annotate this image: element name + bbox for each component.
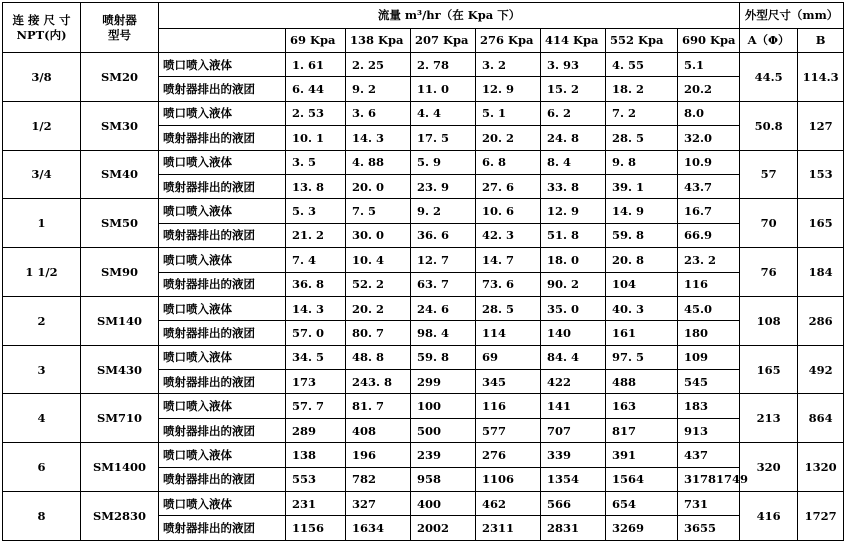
flow-value-cell: 33. 8 xyxy=(541,174,606,198)
dim-b-cell: 1320 xyxy=(798,443,844,492)
dim-a-cell: 165 xyxy=(740,345,798,394)
flow-value-cell: 14. 7 xyxy=(476,248,541,272)
flow-value-cell: 45.0 xyxy=(678,296,740,320)
npt-size-cell: 3/4 xyxy=(3,150,81,199)
flow-type-label: 喷口喷入液体 xyxy=(159,150,286,174)
flow-value-cell: 180 xyxy=(678,321,740,345)
flow-value-cell: 243. 8 xyxy=(346,370,411,394)
model-cell: SM90 xyxy=(81,248,159,297)
flow-value-cell: 3. 2 xyxy=(476,53,541,77)
flow-type-label: 喷口喷入液体 xyxy=(159,296,286,320)
flow-value-cell: 782 xyxy=(346,467,411,491)
flow-value-cell: 48. 8 xyxy=(346,345,411,369)
dim-a-cell: 70 xyxy=(740,199,798,248)
flow-value-cell: 20. 0 xyxy=(346,174,411,198)
npt-size-cell: 1/2 xyxy=(3,101,81,150)
flow-type-label: 喷射器排出的液团 xyxy=(159,174,286,198)
flow-value-cell: 36. 6 xyxy=(411,223,476,247)
flow-value-cell: 2. 53 xyxy=(286,101,346,125)
npt-size-cell: 8 xyxy=(3,492,81,541)
flow-value-cell: 43.7 xyxy=(678,174,740,198)
flow-type-label: 喷口喷入液体 xyxy=(159,443,286,467)
flow-value-cell: 20. 8 xyxy=(606,248,678,272)
flow-value-cell: 98. 4 xyxy=(411,321,476,345)
flow-value-cell: 39. 1 xyxy=(606,174,678,198)
flow-value-cell: 73. 6 xyxy=(476,272,541,296)
flow-value-cell: 3. 5 xyxy=(286,150,346,174)
flow-value-cell: 577 xyxy=(476,418,541,442)
flow-value-cell: 5. 9 xyxy=(411,150,476,174)
flow-value-cell: 462 xyxy=(476,492,541,516)
table-row xyxy=(3,394,844,418)
dim-a-cell: 76 xyxy=(740,248,798,297)
flow-value-cell: 7. 2 xyxy=(606,101,678,125)
table-row xyxy=(3,248,844,272)
flow-value-cell: 116 xyxy=(476,394,541,418)
flow-value-cell: 7. 4 xyxy=(286,248,346,272)
model-cell: SM710 xyxy=(81,394,159,443)
flow-value-cell: 109 xyxy=(678,345,740,369)
flow-value-cell: 1564 xyxy=(606,467,678,491)
flow-value-cell: 52. 2 xyxy=(346,272,411,296)
flow-value-cell: 1. 61 xyxy=(286,53,346,77)
flow-value-cell: 5. 1 xyxy=(476,101,541,125)
flow-value-cell: 183 xyxy=(678,394,740,418)
flow-value-cell: 80. 7 xyxy=(346,321,411,345)
flow-value-cell: 553 xyxy=(286,467,346,491)
flow-value-cell: 400 xyxy=(411,492,476,516)
flow-value-cell: 299 xyxy=(411,370,476,394)
flow-header: 流量 m³/hr（在 Kpa 下） xyxy=(159,3,740,29)
flow-value-cell: 654 xyxy=(606,492,678,516)
dim-a-cell: 57 xyxy=(740,150,798,199)
flow-value-cell: 20. 2 xyxy=(476,126,541,150)
dim-b-cell: 165 xyxy=(798,199,844,248)
flow-value-cell: 6. 44 xyxy=(286,77,346,101)
flow-value-cell: 20. 2 xyxy=(346,296,411,320)
model-cell: SM1400 xyxy=(81,443,159,492)
flow-value-cell: 391 xyxy=(606,443,678,467)
flow-value-cell: 1156 xyxy=(286,516,346,540)
flow-value-cell: 116 xyxy=(678,272,740,296)
flow-value-cell: 3655 xyxy=(678,516,740,540)
table-row xyxy=(3,296,844,320)
dim-a-cell: 320 xyxy=(740,443,798,492)
dim-b-cell: 864 xyxy=(798,394,844,443)
flow-value-cell: 10. 4 xyxy=(346,248,411,272)
flow-value-cell: 66.9 xyxy=(678,223,740,247)
flow-value-cell: 345 xyxy=(476,370,541,394)
flow-value-cell: 488 xyxy=(606,370,678,394)
flow-value-cell: 14. 3 xyxy=(346,126,411,150)
dim-a-cell: 213 xyxy=(740,394,798,443)
dim-b-header: B xyxy=(798,29,844,53)
dim-a-header: A（Φ） xyxy=(740,29,798,53)
flow-value-cell: 34. 5 xyxy=(286,345,346,369)
model-cell: SM30 xyxy=(81,101,159,150)
flow-value-cell: 408 xyxy=(346,418,411,442)
flow-type-label: 喷射器排出的液团 xyxy=(159,77,286,101)
flow-type-label: 喷射器排出的液团 xyxy=(159,223,286,247)
flow-value-cell: 4. 88 xyxy=(346,150,411,174)
flow-value-cell: 31781749 xyxy=(678,467,740,491)
flow-value-cell: 21. 2 xyxy=(286,223,346,247)
flow-value-cell: 3269 xyxy=(606,516,678,540)
flow-value-cell: 9. 8 xyxy=(606,150,678,174)
flow-value-cell: 7. 5 xyxy=(346,199,411,223)
flow-value-cell: 35. 0 xyxy=(541,296,606,320)
flow-value-cell: 196 xyxy=(346,443,411,467)
model-cell: SM50 xyxy=(81,199,159,248)
header-row-1 xyxy=(3,3,844,29)
flow-value-cell: 51. 8 xyxy=(541,223,606,247)
flow-type-label: 喷口喷入液体 xyxy=(159,199,286,223)
flow-value-cell: 97. 5 xyxy=(606,345,678,369)
model-cell: SM20 xyxy=(81,53,159,102)
flow-type-label: 喷口喷入液体 xyxy=(159,101,286,125)
flow-value-cell: 18. 2 xyxy=(606,77,678,101)
flow-value-cell: 8.0 xyxy=(678,101,740,125)
flow-value-cell: 422 xyxy=(541,370,606,394)
flow-value-cell: 2. 25 xyxy=(346,53,411,77)
npt-header-line2: NPT(内) xyxy=(16,27,67,42)
flow-value-cell: 958 xyxy=(411,467,476,491)
flow-value-cell: 8. 4 xyxy=(541,150,606,174)
flow-value-cell: 42. 3 xyxy=(476,223,541,247)
flow-value-cell: 327 xyxy=(346,492,411,516)
flow-type-label: 喷射器排出的液团 xyxy=(159,321,286,345)
npt-size-cell: 4 xyxy=(3,394,81,443)
flow-value-cell: 13. 8 xyxy=(286,174,346,198)
model-header-line1: 喷射器 xyxy=(102,12,137,27)
dim-b-cell: 286 xyxy=(798,296,844,345)
flow-value-cell: 17. 5 xyxy=(411,126,476,150)
flow-value-cell: 817 xyxy=(606,418,678,442)
flow-value-cell: 707 xyxy=(541,418,606,442)
flow-value-cell: 289 xyxy=(286,418,346,442)
flow-value-cell: 12. 7 xyxy=(411,248,476,272)
table-row xyxy=(3,101,844,125)
flow-type-label: 喷口喷入液体 xyxy=(159,248,286,272)
pressure-header: 414 Kpa xyxy=(541,29,606,53)
flow-type-label: 喷射器排出的液团 xyxy=(159,418,286,442)
flow-value-cell: 10.9 xyxy=(678,150,740,174)
table-row xyxy=(3,53,844,77)
flow-value-cell: 81. 7 xyxy=(346,394,411,418)
flow-type-label: 喷口喷入液体 xyxy=(159,53,286,77)
flow-value-cell: 10. 6 xyxy=(476,199,541,223)
flow-value-cell: 69 xyxy=(476,345,541,369)
dim-b-cell: 153 xyxy=(798,150,844,199)
flow-type-label: 喷口喷入液体 xyxy=(159,345,286,369)
dim-b-cell: 127 xyxy=(798,101,844,150)
flow-type-label: 喷射器排出的液团 xyxy=(159,467,286,491)
table-body xyxy=(3,53,844,541)
flow-value-cell: 63. 7 xyxy=(411,272,476,296)
model-cell: SM40 xyxy=(81,150,159,199)
flow-value-cell: 6. 2 xyxy=(541,101,606,125)
flow-value-cell: 14. 3 xyxy=(286,296,346,320)
flow-value-cell: 913 xyxy=(678,418,740,442)
dim-a-cell: 108 xyxy=(740,296,798,345)
flow-type-label: 喷射器排出的液团 xyxy=(159,516,286,540)
flow-value-cell: 566 xyxy=(541,492,606,516)
dim-a-cell: 50.8 xyxy=(740,101,798,150)
flow-value-cell: 57. 7 xyxy=(286,394,346,418)
flow-value-cell: 28. 5 xyxy=(606,126,678,150)
npt-size-cell: 6 xyxy=(3,443,81,492)
dim-a-cell: 416 xyxy=(740,492,798,541)
flow-value-cell: 1354 xyxy=(541,467,606,491)
dim-b-cell: 114.3 xyxy=(798,53,844,102)
table-row xyxy=(3,345,844,369)
table-row xyxy=(3,199,844,223)
flow-value-cell: 141 xyxy=(541,394,606,418)
flow-value-cell: 23. 2 xyxy=(678,248,740,272)
flow-value-cell: 57. 0 xyxy=(286,321,346,345)
flow-value-cell: 59. 8 xyxy=(411,345,476,369)
flow-value-cell: 114 xyxy=(476,321,541,345)
flow-value-cell: 3. 93 xyxy=(541,53,606,77)
pressure-header: 276 Kpa xyxy=(476,29,541,53)
model-cell: SM140 xyxy=(81,296,159,345)
flow-value-cell: 4. 55 xyxy=(606,53,678,77)
flow-value-cell: 30. 0 xyxy=(346,223,411,247)
flow-value-cell: 32.0 xyxy=(678,126,740,150)
flow-value-cell: 3. 6 xyxy=(346,101,411,125)
flow-spec-table xyxy=(2,2,844,541)
table-row xyxy=(3,443,844,467)
dim-a-cell: 44.5 xyxy=(740,53,798,102)
flow-value-cell: 16.7 xyxy=(678,199,740,223)
flow-value-cell: 161 xyxy=(606,321,678,345)
flow-value-cell: 2002 xyxy=(411,516,476,540)
flow-value-cell: 1106 xyxy=(476,467,541,491)
flow-value-cell: 14. 9 xyxy=(606,199,678,223)
flow-value-cell: 27. 6 xyxy=(476,174,541,198)
flow-value-cell: 2. 78 xyxy=(411,53,476,77)
flow-value-cell: 731 xyxy=(678,492,740,516)
pressure-header: 69 Kpa xyxy=(286,29,346,53)
flow-value-cell: 9. 2 xyxy=(411,199,476,223)
flow-value-cell: 28. 5 xyxy=(476,296,541,320)
flow-value-cell: 4. 4 xyxy=(411,101,476,125)
flow-value-cell: 24. 8 xyxy=(541,126,606,150)
flow-value-cell: 23. 9 xyxy=(411,174,476,198)
flow-value-cell: 545 xyxy=(678,370,740,394)
flow-value-cell: 138 xyxy=(286,443,346,467)
flow-value-cell: 84. 4 xyxy=(541,345,606,369)
flow-value-cell: 276 xyxy=(476,443,541,467)
flow-value-cell: 18. 0 xyxy=(541,248,606,272)
flow-value-cell: 24. 6 xyxy=(411,296,476,320)
npt-header xyxy=(3,3,81,53)
flow-value-cell: 90. 2 xyxy=(541,272,606,296)
table-row xyxy=(3,150,844,174)
table-row xyxy=(3,492,844,516)
flow-value-cell: 437 xyxy=(678,443,740,467)
flow-value-cell: 5. 3 xyxy=(286,199,346,223)
flow-type-label: 喷射器排出的液团 xyxy=(159,126,286,150)
flow-value-cell: 339 xyxy=(541,443,606,467)
flow-value-cell: 40. 3 xyxy=(606,296,678,320)
flow-value-cell: 140 xyxy=(541,321,606,345)
flow-type-label: 喷口喷入液体 xyxy=(159,492,286,516)
flow-value-cell: 59. 8 xyxy=(606,223,678,247)
flow-value-cell: 10. 1 xyxy=(286,126,346,150)
model-header xyxy=(81,3,159,53)
dim-b-cell: 492 xyxy=(798,345,844,394)
blank-header-cell xyxy=(159,29,286,53)
flow-value-cell: 500 xyxy=(411,418,476,442)
model-header-line2: 型号 xyxy=(108,27,131,42)
flow-value-cell: 239 xyxy=(411,443,476,467)
flow-value-cell: 1634 xyxy=(346,516,411,540)
pressure-header: 552 Kpa xyxy=(606,29,678,53)
pressure-header: 138 Kpa xyxy=(346,29,411,53)
flow-type-label: 喷射器排出的液团 xyxy=(159,272,286,296)
flow-value-cell: 2831 xyxy=(541,516,606,540)
model-cell: SM430 xyxy=(81,345,159,394)
flow-value-cell: 173 xyxy=(286,370,346,394)
flow-type-label: 喷口喷入液体 xyxy=(159,394,286,418)
dim-b-cell: 184 xyxy=(798,248,844,297)
pressure-header: 690 Kpa xyxy=(678,29,740,53)
model-cell: SM2830 xyxy=(81,492,159,541)
dims-header: 外型尺寸（mm） xyxy=(740,3,844,29)
flow-value-cell: 2311 xyxy=(476,516,541,540)
flow-value-cell: 12. 9 xyxy=(476,77,541,101)
dim-b-cell: 1727 xyxy=(798,492,844,541)
flow-value-cell: 15. 2 xyxy=(541,77,606,101)
flow-value-cell: 36. 8 xyxy=(286,272,346,296)
flow-value-cell: 9. 2 xyxy=(346,77,411,101)
npt-header-line1: 连 接 尺 寸 xyxy=(12,12,71,27)
flow-value-cell: 5.1 xyxy=(678,53,740,77)
flow-value-cell: 100 xyxy=(411,394,476,418)
npt-size-cell: 3 xyxy=(3,345,81,394)
npt-size-cell: 1 1/2 xyxy=(3,248,81,297)
flow-value-cell: 6. 8 xyxy=(476,150,541,174)
pressure-header: 207 Kpa xyxy=(411,29,476,53)
flow-type-label: 喷射器排出的液团 xyxy=(159,370,286,394)
npt-size-cell: 2 xyxy=(3,296,81,345)
flow-value-cell: 20.2 xyxy=(678,77,740,101)
flow-value-cell: 104 xyxy=(606,272,678,296)
flow-value-cell: 11. 0 xyxy=(411,77,476,101)
npt-size-cell: 3/8 xyxy=(3,53,81,102)
npt-size-cell: 1 xyxy=(3,199,81,248)
flow-value-cell: 12. 9 xyxy=(541,199,606,223)
flow-value-cell: 231 xyxy=(286,492,346,516)
flow-value-cell: 163 xyxy=(606,394,678,418)
